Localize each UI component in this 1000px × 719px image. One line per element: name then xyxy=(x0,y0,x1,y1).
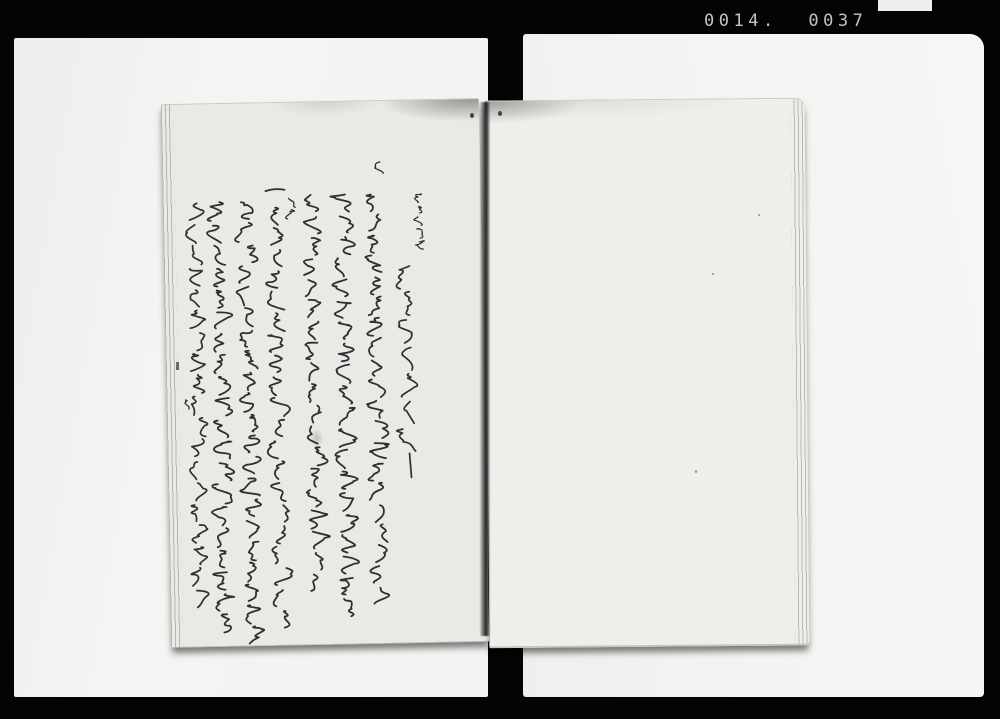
dust-speck xyxy=(712,273,714,275)
dust-speck xyxy=(758,214,760,216)
binding-hole xyxy=(470,113,474,118)
calligraphy-column-column xyxy=(263,189,294,628)
calligraphy-column-column xyxy=(301,195,331,591)
binding-hole xyxy=(498,111,502,116)
fore-edge-ink-mark xyxy=(176,362,179,370)
calligraphy-column-page-number-edge xyxy=(185,400,189,409)
book-gutter-shadow xyxy=(480,102,490,636)
calligraphy-column-title xyxy=(394,266,420,478)
calligraphy-layer xyxy=(161,99,489,647)
calligraphy-column-page-number-top xyxy=(375,162,383,174)
calligraphy-column-annotation xyxy=(285,198,295,219)
frame-counter: 0014. 0037 xyxy=(704,11,868,31)
calligraphy-column-column xyxy=(234,202,265,644)
calligraphy-column-column xyxy=(363,194,392,603)
calligraphy-column-column xyxy=(330,194,362,616)
calligraphy-column-column xyxy=(184,203,211,607)
manuscript-page-right-blank xyxy=(485,98,810,649)
manuscript-page-left xyxy=(161,98,489,648)
calligraphy-column-era-label xyxy=(413,194,424,249)
dust-speck xyxy=(695,470,697,473)
film-edge-tab xyxy=(878,0,932,11)
calligraphy-column-column xyxy=(206,202,238,633)
